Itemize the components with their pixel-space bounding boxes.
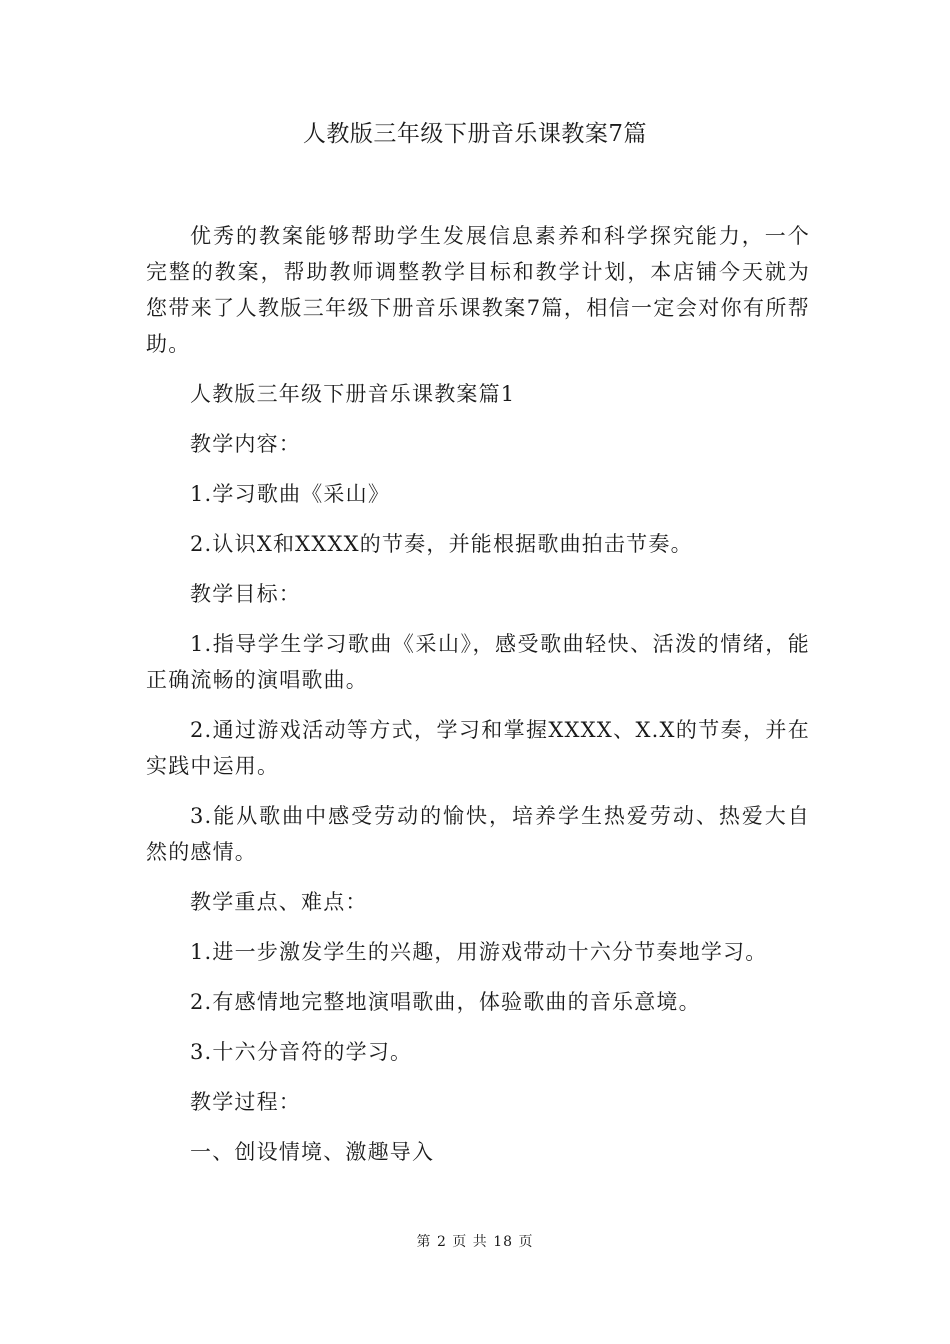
- section-heading: 人教版三年级下册音乐课教案篇1: [190, 382, 516, 406]
- subheading-key-points: 教学重点、难点：: [190, 890, 368, 914]
- subheading-content: 教学内容：: [190, 432, 301, 456]
- document-title: 人教版三年级下册音乐课教案7篇: [302, 121, 648, 147]
- list-item: 一、创设情境、激趣导入: [190, 1140, 435, 1164]
- document-body: [146, 218, 810, 1184]
- list-item: 2.通过游戏活动等方式，学习和掌握XXXX、X.X的节奏，并在实践中运用。: [146, 718, 810, 778]
- list-item: 1.指导学生学习歌曲《采山》，感受歌曲轻快、活泼的情绪，能正确流畅的演唱歌曲。: [146, 632, 810, 692]
- subheading-process: 教学过程：: [190, 1090, 301, 1114]
- list-item: 3.能从歌曲中感受劳动的愉快，培养学生热爱劳动、热爱大自然的感情。: [146, 804, 810, 864]
- subheading-goals: 教学目标：: [190, 582, 301, 606]
- page-number: 第 2 页 共 18 页: [416, 1234, 534, 1250]
- list-item: 2.认识X和XXXX的节奏，并能根据歌曲拍击节奏。: [190, 532, 693, 556]
- intro-paragraph: 优秀的教案能够帮助学生发展信息素养和科学探究能力，一个完整的教案，帮助教师调整教学目标和教学计划，本店铺今天就为您带来了人教版三年级下册音乐课教案7篇，相信一定会对你有所帮助。: [146, 224, 810, 356]
- list-item: 1.进一步激发学生的兴趣，用游戏带动十六分节奏地学习。: [190, 940, 768, 964]
- list-item: 2.有感情地完整地演唱歌曲，体验歌曲的音乐意境。: [190, 990, 701, 1014]
- list-item: 1.学习歌曲《采山》: [190, 482, 391, 506]
- list-item: 3.十六分音符的学习。: [190, 1040, 413, 1064]
